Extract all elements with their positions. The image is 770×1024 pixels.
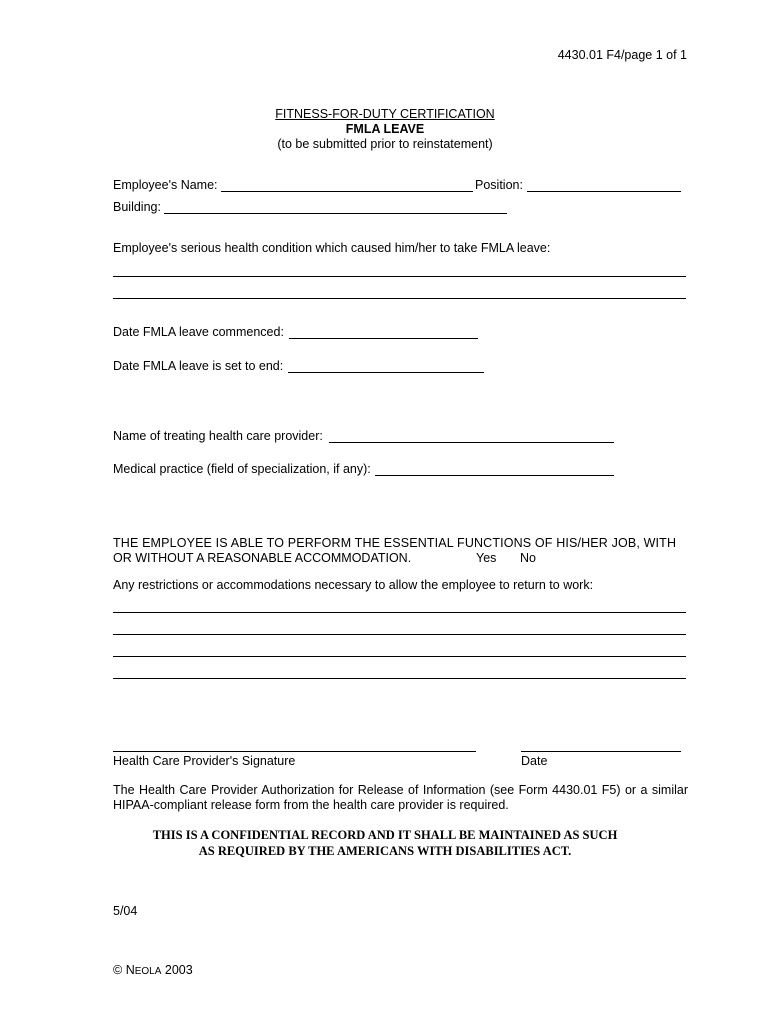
ability-statement-line-2: OR WITHOUT A REASONABLE ACCOMMODATION. [113,551,412,565]
position-label: Position: [475,178,523,192]
ability-no-option[interactable]: No [520,551,536,565]
restrictions-line-4[interactable] [113,678,686,679]
provider-name-field[interactable] [329,442,614,443]
provider-name-label: Name of treating health care provider: [113,429,323,443]
employee-name-label: Employee's Name: [113,178,218,192]
copyright-symbol: © [113,963,123,977]
provider-signature-label: Health Care Provider's Signature [113,754,296,768]
health-condition-label: Employee's serious health condition which caused him/her to take FMLA leave: [113,241,551,255]
signature-date-label: Date [521,754,548,768]
copyright-year: 2003 [164,963,193,977]
building-label: Building: [113,200,161,214]
medical-practice-field[interactable] [375,475,614,476]
confidential-notice-line-1: THIS IS A CONFIDENTIAL RECORD AND IT SHALL BE MAINTAINED AS SUCH [152,828,618,842]
form-title [0,107,770,121]
signature-date-field[interactable] [521,751,681,752]
leave-end-field[interactable] [288,372,484,373]
medical-practice-label: Medical practice (field of specialization, if any): [113,462,371,476]
authorization-note: The Health Care Provider Authorization for Release of Information (see Form 4430.01 F5) or a similar HIPAA-compliant release form from the health care provider is required. [113,783,688,812]
restrictions-label: Any restrictions or accommodations necessary to allow the employee to return to work: [113,578,594,592]
restrictions-line-2[interactable] [113,634,686,635]
employee-name-field[interactable] [221,191,473,192]
form-subtitle: FMLA LEAVE [345,122,425,136]
restrictions-line-3[interactable] [113,656,686,657]
provider-signature-field[interactable] [113,751,476,752]
leave-end-label: Date FMLA leave is set to end: [113,359,284,373]
ability-statement-line-1: THE EMPLOYEE IS ABLE TO PERFORM THE ESSENTIAL FUNCTIONS OF HIS/HER JOB, WITH [113,536,677,550]
health-condition-line-2[interactable] [113,298,686,299]
form-title-main: FITNESS-FOR-DUTY CERTIFICATION [275,107,495,121]
leave-commenced-field[interactable] [289,338,478,339]
restrictions-line-1[interactable] [113,612,686,613]
leave-commenced-label: Date FMLA leave commenced: [113,325,284,339]
position-field[interactable] [527,191,681,192]
confidential-notice-line-2: AS REQUIRED BY THE AMERICANS WITH DISABILITIES ACT. [198,844,572,858]
ability-yes-option[interactable]: Yes [476,551,497,565]
form-instruction: (to be submitted prior to reinstatement) [277,137,493,151]
copyright-notice [113,963,193,977]
revision-date: 5/04 [113,904,138,918]
health-condition-line-1[interactable] [113,276,686,277]
publisher-name: NEOLA [125,963,162,977]
building-field[interactable] [164,213,507,214]
page-reference: 4430.01 F4/page 1 of 1 [557,48,687,62]
